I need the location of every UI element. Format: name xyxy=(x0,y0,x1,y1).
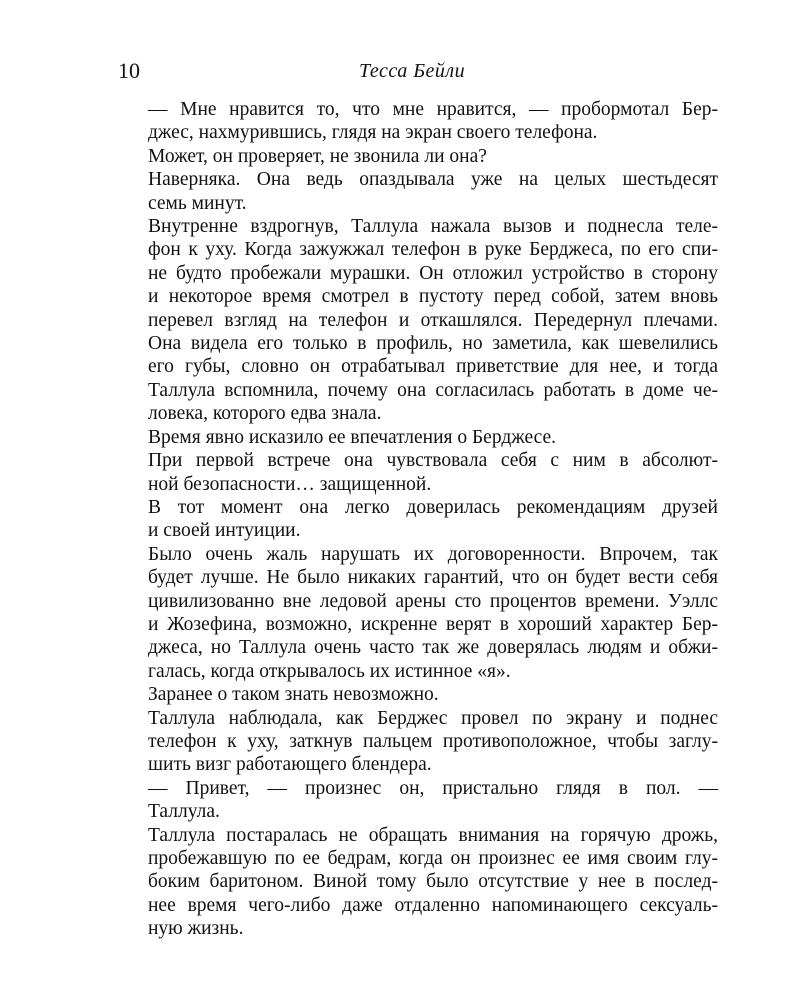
paragraph xyxy=(118,496,718,543)
text-line: Таллула. xyxy=(148,801,220,823)
text-line: Было очень жаль нарушать их договоренности. Впрочем, так xyxy=(148,543,718,565)
paragraph xyxy=(118,215,718,426)
text-line: Время явно исказило ее впечатления о Берджесе. xyxy=(148,426,557,448)
text-line: Она видела его только в профиль, но заметила, как шевелились xyxy=(148,333,718,355)
text-line: цивилизованно вне ледовой арены сто процентов времени. Уэллс xyxy=(148,590,718,612)
paragraph xyxy=(118,98,718,145)
paragraph xyxy=(118,777,718,824)
text-line: шить визг работающего блендера. xyxy=(148,754,432,776)
text-line: Наверняка. Она ведь опаздывала уже на целых шестьдесят xyxy=(148,169,718,191)
paragraph xyxy=(118,543,718,683)
text-line: ную жизнь. xyxy=(148,918,244,940)
text-line: — Мне нравится то, что мне нравится, — пробормотал Бер- xyxy=(148,99,718,120)
text-line: и некоторое время смотрел в пустоту перед собой, затем вновь xyxy=(148,286,718,308)
text-line: Таллула постаралась не обращать внимания на горячую дрожь, xyxy=(148,824,718,846)
running-title: Тесса Бейли xyxy=(359,60,466,82)
text-line: Таллула вспомнила, почему она согласилась работать в доме че- xyxy=(148,379,718,401)
text-line: фон к уху. Когда зажужжал телефон в руке Берджеса, по его спи- xyxy=(148,239,718,261)
text-line: джеса, но Таллула очень часто так же доверялась людям и обжи- xyxy=(148,637,718,659)
text-line: ловека, которого едва знала. xyxy=(148,403,382,425)
paragraph xyxy=(118,824,718,941)
text-line: и своей интуиции. xyxy=(148,520,301,542)
page-number: 10 xyxy=(118,58,140,83)
text-line: галась, когда открывалось их истинное «я». xyxy=(148,660,511,682)
text-line: перевел взгляд на телефон и откашлялся. Передернул плечами. xyxy=(148,309,718,331)
text-line: телефон к уху, заткнув пальцем противоположное, чтобы заглу- xyxy=(148,730,718,752)
paragraph xyxy=(118,145,718,168)
paragraph xyxy=(118,707,718,777)
text-line: не будто пробежали мурашки. Он отложил устройство в сторону xyxy=(148,262,718,284)
text-line: В тот момент она легко доверилась рекомендациям друзей xyxy=(148,496,718,518)
text-line: и Жозефина, возможно, искренне верят в хороший характер Бер- xyxy=(148,613,718,635)
text-line: Таллула наблюдала, как Берджес провел по экрану и поднес xyxy=(148,707,718,729)
page-header xyxy=(118,58,718,90)
paragraph xyxy=(118,683,718,706)
text-line: При первой встрече она чувствовала себя с ним в абсолют- xyxy=(148,450,718,472)
text-line: Внутренне вздрогнув, Таллула нажала вызов и поднесла теле- xyxy=(148,216,718,238)
text-line: боким баритоном. Виной тому было отсутствие у нее в послед- xyxy=(148,871,718,893)
text-line: Заранее о таком знать невозможно. xyxy=(148,684,439,706)
paragraph xyxy=(118,426,718,449)
text-line: — Привет, — произнес он, пристально глядя в пол. — xyxy=(148,777,718,799)
text-line: ной безопасности… защищенной. xyxy=(148,473,432,495)
paragraph xyxy=(118,449,718,496)
text-line: Может, он проверяет, не звонила ли она? xyxy=(148,145,487,167)
text-line: будет лучше. Не было никаких гарантий, что он будет вести себя xyxy=(148,567,718,589)
text-line: джес, нахмурившись, глядя на экран своего телефона. xyxy=(148,122,598,144)
text-line: его губы, словно он отрабатывал приветствие для нее, и тогда xyxy=(148,356,718,378)
text-line: семь минут. xyxy=(148,192,247,214)
text-line: нее время чего-либо даже отдаленно напоминающего сексуаль- xyxy=(148,894,718,916)
paragraph xyxy=(118,168,718,215)
body-text xyxy=(118,98,718,941)
text-line: пробежавшую по ее бедрам, когда он произнес ее имя своим глу- xyxy=(148,848,718,869)
